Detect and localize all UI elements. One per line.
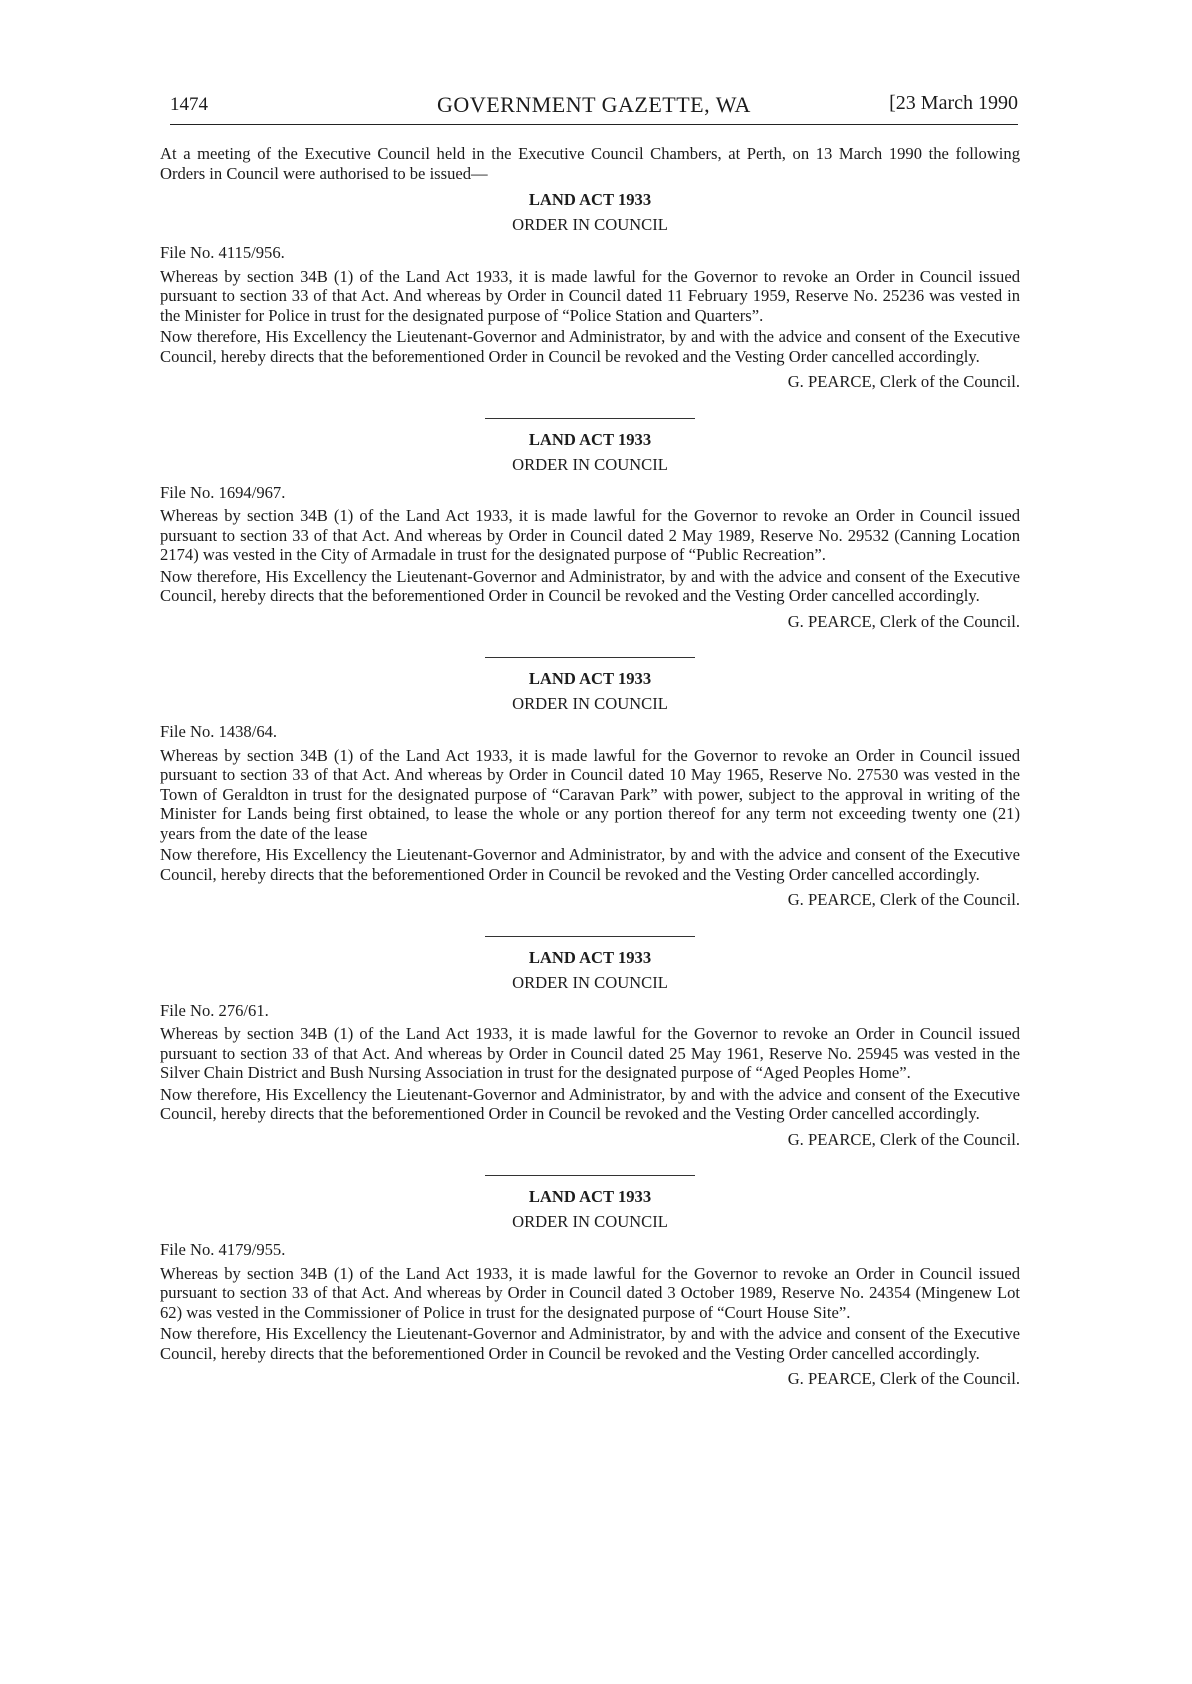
page-header [170,92,1018,125]
section-divider [485,657,695,658]
section-divider [485,418,695,419]
file-number: File No. 1694/967. [160,482,286,502]
whereas-paragraph: Whereas by section 34B (1) of the Land Act 1933, it is made lawful for the Governor to revoke an Order in Council issued pursuant to section 33 of that Act. And whereas by Order in Council dated 11 February 1959, Reserve No. 25236 was vested in the Minister for Police in trust for the designated purpose of “Police Station and Quarters”. [160,266,1020,325]
order-in-council-2 [160,427,1020,632]
order-title: LAND ACT 1933 [528,669,652,688]
gazette-title: GOVERNMENT GAZETTE, WA [437,92,751,117]
page-body [160,144,1020,1389]
order-in-council-3 [160,666,1020,910]
file-number: File No. 4115/956. [160,243,285,262]
order-subtitle: ORDER IN COUNCIL [512,694,668,713]
order-subtitle: ORDER IN COUNCIL [512,454,668,474]
now-therefore-paragraph: Now therefore, His Excellency the Lieutenant-Governor and Administrator, by and with the advice and consent of the Executive Council, hereby directs that the beforementioned Order in Council be revoked and the Vesting Order cancelled accordingly. [160,566,1020,605]
signature: G. PEARCE, Clerk of the Council. [787,372,1020,391]
signature: G. PEARCE, Clerk of the Council. [787,890,1020,909]
intro-paragraph: At a meeting of the Executive Council held in the Executive Council Chambers, at Perth, on 13 March 1990 the following Orders in Council were authorised to be issued— [160,144,1020,183]
now-therefore-paragraph: Now therefore, His Excellency the Lieutenant-Governor and Administrator, by and with the advice and consent of the Executive Council, hereby directs that the beforementioned Order in Council be revoked and the Vesting Order cancelled accordingly. [160,845,1020,884]
section-divider [485,1175,695,1176]
order-title: LAND ACT 1933 [528,429,652,449]
order-title: LAND ACT 1933 [528,947,652,967]
section-divider [485,936,695,937]
order-title: LAND ACT 1933 [528,190,652,209]
issue-date: [23 March 1990 [889,92,1018,114]
file-number: File No. 4179/955. [160,1240,286,1259]
now-therefore-paragraph: Now therefore, His Excellency the Lieutenant-Governor and Administrator, by and with the advice and consent of the Executive Council, hereby directs that the beforementioned Order in Council be revoked and the Vesting Order cancelled accordingly. [160,1324,1020,1363]
whereas-paragraph: Whereas by section 34B (1) of the Land Act 1933, it is made lawful for the Governor to revoke an Order in Council issued pursuant to section 33 of that Act. And whereas by Order in Council dated 2 May 1989, Reserve No. 29532 (Canning Location 2174) was vested in the City of Armadale in trust for the designated purpose of “Public Recreation”. [160,506,1020,564]
order-in-council-1 [160,187,1020,392]
whereas-paragraph: Whereas by section 34B (1) of the Land Act 1933, it is made lawful for the Governor to revoke an Order in Council issued pursuant to section 33 of that Act. And whereas by Order in Council dated 3 October 1989, Reserve No. 24354 (Mingenew Lot 62) was vested in the Commissioner of Police in trust for the designated purpose of “Court House Site”. [160,1263,1020,1322]
file-number: File No. 1438/64. [160,722,278,741]
now-therefore-paragraph: Now therefore, His Excellency the Lieutenant-Governor and Administrator, by and with the advice and consent of the Executive Council, hereby directs that the beforementioned Order in Council be revoked and the Vesting Order cancelled accordingly. [160,1084,1020,1123]
whereas-paragraph: Whereas by section 34B (1) of the Land Act 1933, it is made lawful for the Governor to revoke an Order in Council issued pursuant to section 33 of that Act. And whereas by Order in Council dated 25 May 1961, Reserve No. 25945 was vested in the Silver Chain District and Bush Nursing Association in trust for the designated purpose of “Aged Peoples Home”. [160,1024,1020,1082]
whereas-paragraph: Whereas by section 34B (1) of the Land Act 1933, it is made lawful for the Governor to revoke an Order in Council issued pursuant to section 33 of that Act. And whereas by Order in Council dated 10 May 1965, Reserve No. 27530 was vested in the Town of Geraldton in trust for the designated purpose of “Caravan Park” with power, subject to the approval in writing of the Minister for Lands being first obtained, to lease the whole or any portion thereof for any term not exceeding twenty one (21) years from the date of the lease [160,745,1020,843]
page-number: 1474 [170,94,208,115]
order-title: LAND ACT 1933 [528,1187,652,1206]
order-subtitle: ORDER IN COUNCIL [512,1212,668,1231]
now-therefore-paragraph: Now therefore, His Excellency the Lieutenant-Governor and Administrator, by and with the advice and consent of the Executive Council, hereby directs that the beforementioned Order in Council be revoked and the Vesting Order cancelled accordingly. [160,327,1020,366]
file-number: File No. 276/61. [160,1000,269,1020]
signature: G. PEARCE, Clerk of the Council. [787,1129,1020,1149]
order-in-council-5 [160,1184,1020,1389]
signature: G. PEARCE, Clerk of the Council. [787,1369,1020,1388]
order-subtitle: ORDER IN COUNCIL [512,972,668,992]
order-in-council-4 [160,945,1020,1150]
signature: G. PEARCE, Clerk of the Council. [787,611,1020,631]
order-subtitle: ORDER IN COUNCIL [512,215,668,234]
